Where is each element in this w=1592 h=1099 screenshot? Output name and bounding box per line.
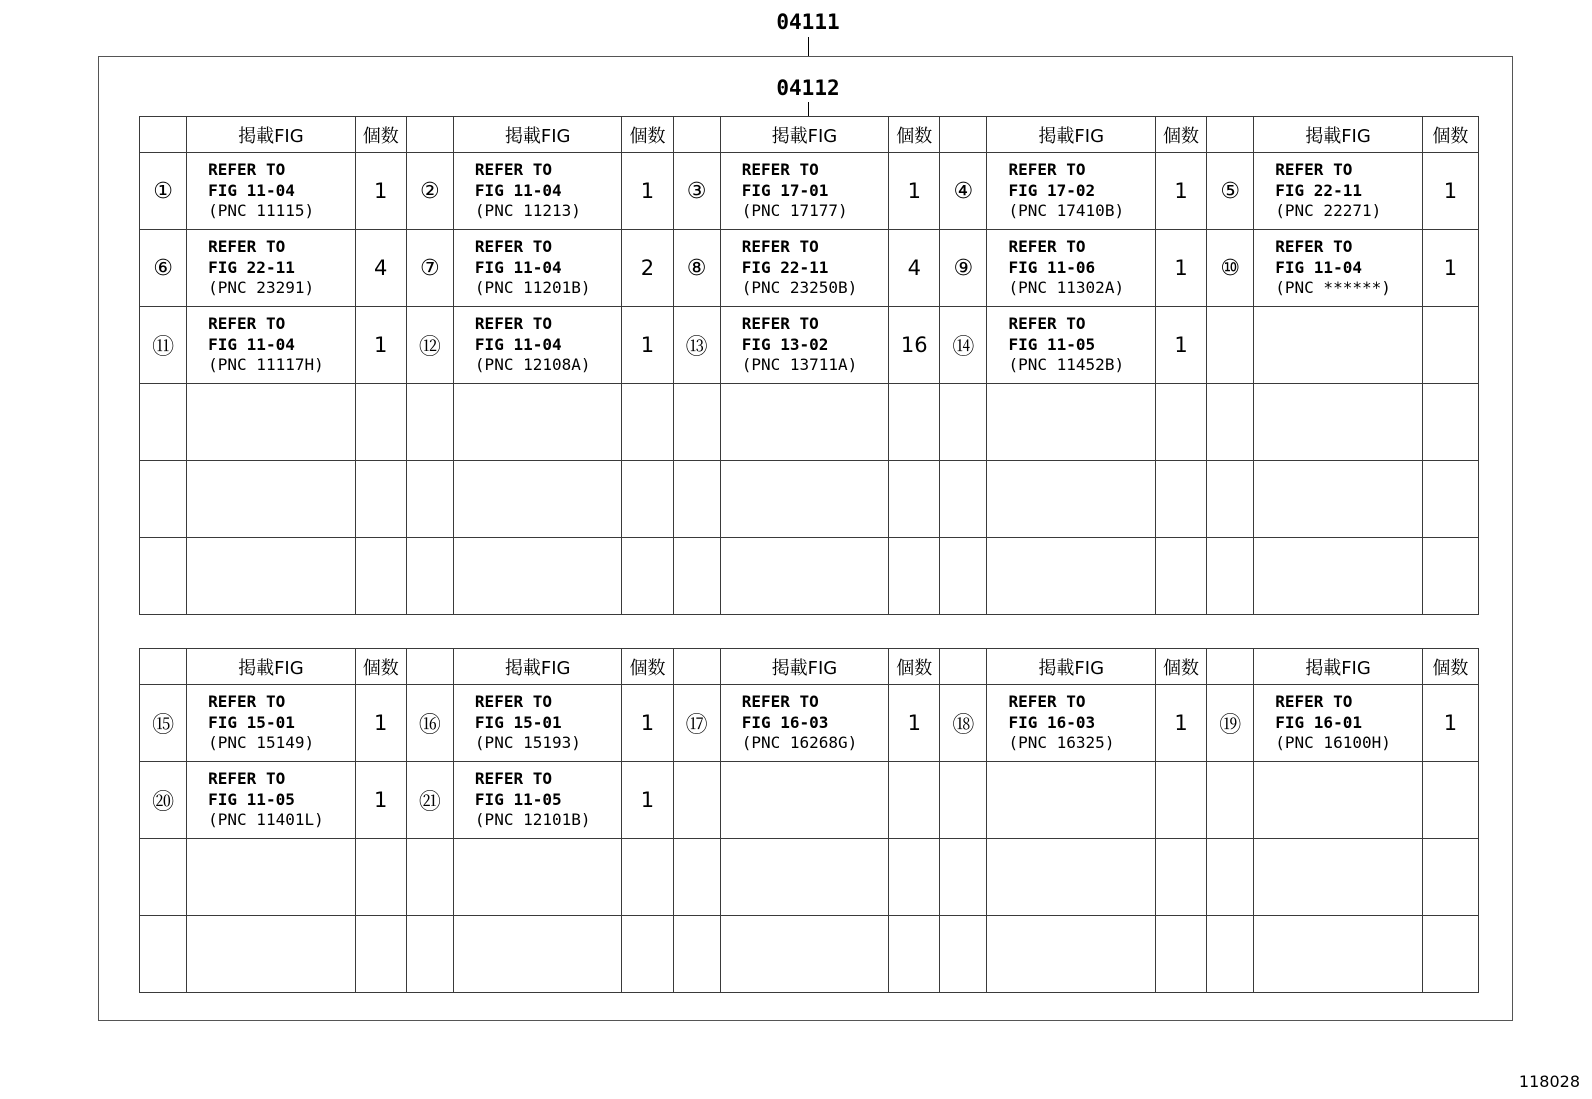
- ref-number-cell: [1207, 762, 1254, 839]
- table-row: [140, 230, 1479, 307]
- quantity-cell: [889, 762, 940, 839]
- header-qty-cell: 個数: [1422, 117, 1478, 153]
- fig-reference-cell: [987, 916, 1156, 993]
- refer-to-text: REFER TO: [208, 769, 286, 789]
- header-qty-cell: 個数: [355, 117, 406, 153]
- quantity-cell: 1: [355, 685, 406, 762]
- refer-to-text: REFER TO: [208, 314, 286, 334]
- quantity-cell: 2: [622, 230, 673, 307]
- pnc-text: (PNC 15149): [208, 733, 315, 753]
- header-fig-cell: 掲載FIG: [1254, 117, 1423, 153]
- quantity-cell: [1155, 461, 1206, 538]
- quantity-cell: 1: [1155, 230, 1206, 307]
- refer-to-text: REFER TO: [208, 237, 286, 257]
- pnc-text: (PNC 15193): [474, 733, 581, 753]
- ref-number-cell: [940, 839, 987, 916]
- fig-number-text: FIG 11-04: [1275, 257, 1362, 277]
- ref-number-cell: ⑧: [673, 230, 720, 307]
- fig-number-text: FIG 16-03: [741, 712, 829, 732]
- quantity-cell: [622, 538, 673, 615]
- quantity-cell: [622, 916, 673, 993]
- ref-number-cell: [406, 461, 453, 538]
- fig-reference-cell: [187, 153, 356, 230]
- fig-reference-cell: [720, 461, 889, 538]
- quantity-cell: [1422, 461, 1478, 538]
- fig-reference-cell: [987, 153, 1156, 230]
- quantity-cell: [1422, 839, 1478, 916]
- fig-reference-cell: [720, 685, 889, 762]
- ref-number-cell: ⑯: [406, 685, 453, 762]
- pnc-text: (PNC 17410B): [1008, 201, 1125, 221]
- fig-reference-cell: [1254, 839, 1423, 916]
- fig-reference-cell: [453, 307, 622, 384]
- quantity-cell: [1422, 307, 1478, 384]
- refer-to-text: REFER TO: [1275, 160, 1353, 180]
- refer-to-text: REFER TO: [474, 769, 552, 789]
- pnc-text: (PNC 16325): [1008, 733, 1115, 753]
- subassembly-leader-line: [808, 102, 809, 116]
- ref-number-cell: ⑳: [140, 762, 187, 839]
- quantity-cell: 1: [355, 153, 406, 230]
- ref-number-cell: ⑫: [406, 307, 453, 384]
- quantity-cell: [889, 839, 940, 916]
- header-qty-cell: 個数: [622, 649, 673, 685]
- quantity-cell: 1: [355, 762, 406, 839]
- ref-number-cell: ⑦: [406, 230, 453, 307]
- refer-to-text: REFER TO: [208, 692, 286, 712]
- quantity-cell: 1: [622, 153, 673, 230]
- pnc-text: (PNC 16268G): [741, 733, 858, 753]
- assembly-leader-line: [808, 37, 809, 56]
- fig-reference-cell: [187, 839, 356, 916]
- fig-reference-cell: [453, 839, 622, 916]
- ref-number-cell: [1207, 538, 1254, 615]
- header-fig-cell: 掲載FIG: [453, 117, 622, 153]
- refer-to-text: REFER TO: [1275, 237, 1353, 257]
- header-number-cell: [673, 649, 720, 685]
- fig-number-text: FIG 11-05: [208, 789, 295, 809]
- refer-to-text: REFER TO: [474, 314, 552, 334]
- fig-reference-cell: [987, 538, 1156, 615]
- ref-number-cell: [140, 916, 187, 993]
- quantity-cell: [889, 461, 940, 538]
- fig-reference-cell: [1254, 538, 1423, 615]
- quantity-cell: [622, 384, 673, 461]
- header-number-cell: [1207, 117, 1254, 153]
- ref-number-cell: ④: [940, 153, 987, 230]
- header-qty-cell: 個数: [1155, 117, 1206, 153]
- fig-reference-cell: [1254, 384, 1423, 461]
- header-fig-cell: 掲載FIG: [187, 117, 356, 153]
- quantity-cell: [355, 839, 406, 916]
- quantity-cell: [355, 916, 406, 993]
- fig-number-text: FIG 17-01: [741, 180, 829, 200]
- header-qty-cell: 個数: [889, 649, 940, 685]
- ref-number-cell: ⑬: [673, 307, 720, 384]
- quantity-cell: 1: [1155, 685, 1206, 762]
- quantity-cell: [1155, 384, 1206, 461]
- quantity-cell: [889, 538, 940, 615]
- quantity-cell: [1422, 762, 1478, 839]
- header-number-cell: [406, 117, 453, 153]
- fig-reference-cell: [720, 153, 889, 230]
- fig-reference-cell: [453, 461, 622, 538]
- ref-number-cell: [940, 384, 987, 461]
- header-fig-cell: 掲載FIG: [1254, 649, 1423, 685]
- ref-number-cell: ⑱: [940, 685, 987, 762]
- quantity-cell: [355, 538, 406, 615]
- refer-to-text: REFER TO: [741, 692, 819, 712]
- pnc-text: (PNC 11201B): [474, 278, 591, 298]
- fig-number-text: FIG 11-04: [208, 334, 295, 354]
- fig-reference-cell: [987, 762, 1156, 839]
- fig-reference-cell: [987, 839, 1156, 916]
- refer-to-text: REFER TO: [474, 160, 552, 180]
- fig-number-text: FIG 15-01: [474, 712, 562, 732]
- ref-number-cell: ⑲: [1207, 685, 1254, 762]
- ref-number-cell: [1207, 384, 1254, 461]
- ref-number-cell: ⑮: [140, 685, 187, 762]
- header-qty-cell: 個数: [622, 117, 673, 153]
- fig-reference-cell: [453, 916, 622, 993]
- header-fig-cell: 掲載FIG: [187, 649, 356, 685]
- refer-to-text: REFER TO: [1008, 160, 1086, 180]
- header-qty-cell: 個数: [1155, 649, 1206, 685]
- fig-number-text: FIG 22-11: [741, 257, 829, 277]
- ref-number-cell: [673, 384, 720, 461]
- quantity-cell: 1: [1155, 153, 1206, 230]
- refer-to-text: REFER TO: [741, 314, 819, 334]
- ref-number-cell: [673, 916, 720, 993]
- fig-reference-cell: [453, 762, 622, 839]
- fig-reference-cell: [987, 685, 1156, 762]
- fig-number-text: FIG 22-11: [1275, 180, 1362, 200]
- pnc-text: (PNC 17177): [741, 201, 848, 221]
- refer-to-text: REFER TO: [741, 160, 819, 180]
- quantity-cell: 1: [1422, 153, 1478, 230]
- fig-reference-cell: [1254, 461, 1423, 538]
- fig-number-text: FIG 11-05: [1008, 334, 1096, 354]
- fig-number-text: FIG 11-04: [474, 257, 562, 277]
- header-number-cell: [1207, 649, 1254, 685]
- pnc-text: (PNC 16100H): [1275, 733, 1391, 753]
- table-row: [140, 762, 1479, 839]
- fig-number-text: FIG 11-04: [208, 180, 295, 200]
- ref-number-cell: [406, 916, 453, 993]
- pnc-text: (PNC 12101B): [474, 810, 591, 830]
- ref-number-cell: [140, 839, 187, 916]
- fig-number-text: FIG 11-04: [474, 334, 562, 354]
- fig-number-text: FIG 11-05: [474, 789, 562, 809]
- refer-to-text: REFER TO: [1008, 314, 1086, 334]
- fig-reference-cell: [987, 230, 1156, 307]
- table-row: [140, 839, 1479, 916]
- header-fig-cell: 掲載FIG: [987, 117, 1156, 153]
- quantity-cell: 1: [889, 685, 940, 762]
- header-number-cell: [940, 117, 987, 153]
- fig-reference-cell: [720, 230, 889, 307]
- fig-reference-cell: [453, 153, 622, 230]
- quantity-cell: 1: [1422, 230, 1478, 307]
- ref-number-cell: ⑰: [673, 685, 720, 762]
- table-row: [140, 916, 1479, 993]
- quantity-cell: [1155, 839, 1206, 916]
- table-row: [140, 307, 1479, 384]
- fig-reference-cell: [720, 384, 889, 461]
- fig-reference-cell: [187, 685, 356, 762]
- quantity-cell: 1: [622, 685, 673, 762]
- table-row: [140, 384, 1479, 461]
- header-fig-cell: 掲載FIG: [720, 117, 889, 153]
- quantity-cell: 1: [1422, 685, 1478, 762]
- quantity-cell: [622, 839, 673, 916]
- figure-number: 118028: [1518, 1072, 1580, 1091]
- ref-number-cell: [940, 762, 987, 839]
- ref-number-cell: ⑭: [940, 307, 987, 384]
- fig-reference-cell: [187, 538, 356, 615]
- pnc-text: (PNC 13711A): [741, 355, 858, 375]
- quantity-cell: [1155, 916, 1206, 993]
- fig-number-text: FIG 16-01: [1275, 712, 1362, 732]
- refer-to-text: REFER TO: [1275, 692, 1353, 712]
- ref-number-cell: [1207, 307, 1254, 384]
- ref-number-cell: ㉑: [406, 762, 453, 839]
- quantity-cell: [1422, 538, 1478, 615]
- fig-reference-cell: [1254, 307, 1423, 384]
- quantity-cell: [622, 461, 673, 538]
- table-row: [140, 538, 1479, 615]
- ref-number-cell: [406, 384, 453, 461]
- table-header-row: [140, 117, 1479, 153]
- ref-number-cell: [140, 384, 187, 461]
- ref-number-cell: [406, 839, 453, 916]
- fig-reference-cell: [187, 230, 356, 307]
- header-qty-cell: 個数: [889, 117, 940, 153]
- ref-number-cell: ⑥: [140, 230, 187, 307]
- table-row: [140, 461, 1479, 538]
- fig-reference-cell: [987, 307, 1156, 384]
- quantity-cell: [1422, 384, 1478, 461]
- fig-number-text: FIG 15-01: [208, 712, 295, 732]
- refer-to-text: REFER TO: [1008, 692, 1086, 712]
- quantity-cell: 1: [622, 762, 673, 839]
- pnc-text: (PNC 11452B): [1008, 355, 1125, 375]
- refer-to-text: REFER TO: [474, 237, 552, 257]
- pnc-text: (PNC 23291): [208, 278, 315, 298]
- fig-reference-cell: [720, 916, 889, 993]
- ref-number-cell: ⑪: [140, 307, 187, 384]
- fig-reference-cell: [187, 916, 356, 993]
- header-qty-cell: 個数: [355, 649, 406, 685]
- fig-reference-cell: [187, 384, 356, 461]
- quantity-cell: [1155, 538, 1206, 615]
- quantity-cell: [1422, 916, 1478, 993]
- ref-number-cell: ③: [673, 153, 720, 230]
- header-number-cell: [673, 117, 720, 153]
- ref-number-cell: ①: [140, 153, 187, 230]
- fig-reference-cell: [187, 762, 356, 839]
- fig-reference-cell: [187, 461, 356, 538]
- ref-number-cell: [1207, 461, 1254, 538]
- ref-number-cell: [940, 538, 987, 615]
- ref-number-cell: [140, 538, 187, 615]
- assembly-code-label: 04111: [776, 10, 840, 34]
- ref-number-cell: ⑩: [1207, 230, 1254, 307]
- ref-number-cell: [406, 538, 453, 615]
- fig-reference-cell: [987, 461, 1156, 538]
- quantity-cell: 4: [889, 230, 940, 307]
- pnc-text: (PNC 11117H): [208, 355, 324, 375]
- header-number-cell: [140, 117, 187, 153]
- table-row: [140, 153, 1479, 230]
- quantity-cell: 4: [355, 230, 406, 307]
- fig-reference-cell: [987, 384, 1156, 461]
- quantity-cell: [355, 461, 406, 538]
- pnc-text: (PNC 11401L): [208, 810, 324, 830]
- quantity-cell: 16: [889, 307, 940, 384]
- reference-table-lower: [139, 648, 1479, 993]
- header-qty-cell: 個数: [1422, 649, 1478, 685]
- header-fig-cell: 掲載FIG: [720, 649, 889, 685]
- fig-reference-cell: [720, 307, 889, 384]
- ref-number-cell: ②: [406, 153, 453, 230]
- fig-number-text: FIG 11-06: [1008, 257, 1096, 277]
- pnc-text: (PNC 12108A): [474, 355, 591, 375]
- fig-reference-cell: [1254, 153, 1423, 230]
- fig-reference-cell: [1254, 230, 1423, 307]
- fig-reference-cell: [720, 538, 889, 615]
- quantity-cell: 1: [355, 307, 406, 384]
- table-header-row: [140, 649, 1479, 685]
- header-number-cell: [140, 649, 187, 685]
- fig-reference-cell: [453, 538, 622, 615]
- ref-number-cell: ⑨: [940, 230, 987, 307]
- fig-reference-cell: [1254, 916, 1423, 993]
- pnc-text: (PNC 11115): [208, 201, 315, 221]
- fig-reference-cell: [1254, 685, 1423, 762]
- ref-number-cell: ⑤: [1207, 153, 1254, 230]
- fig-reference-cell: [720, 839, 889, 916]
- ref-number-cell: [673, 762, 720, 839]
- ref-number-cell: [940, 461, 987, 538]
- pnc-text: (PNC 23250B): [741, 278, 858, 298]
- pnc-text: (PNC 11302A): [1008, 278, 1125, 298]
- header-fig-cell: 掲載FIG: [453, 649, 622, 685]
- refer-to-text: REFER TO: [474, 692, 552, 712]
- reference-table-upper: [139, 116, 1479, 615]
- quantity-cell: [889, 384, 940, 461]
- quantity-cell: 1: [1155, 307, 1206, 384]
- quantity-cell: [355, 384, 406, 461]
- fig-number-text: FIG 13-02: [741, 334, 829, 354]
- ref-number-cell: [1207, 839, 1254, 916]
- header-number-cell: [940, 649, 987, 685]
- fig-number-text: FIG 11-04: [474, 180, 562, 200]
- fig-reference-cell: [453, 384, 622, 461]
- refer-to-text: REFER TO: [741, 237, 819, 257]
- fig-number-text: FIG 22-11: [208, 257, 295, 277]
- fig-reference-cell: [187, 307, 356, 384]
- pnc-text: (PNC 22271): [1275, 201, 1382, 221]
- quantity-cell: [889, 916, 940, 993]
- refer-to-text: REFER TO: [1008, 237, 1086, 257]
- quantity-cell: [1155, 762, 1206, 839]
- quantity-cell: 1: [622, 307, 673, 384]
- header-fig-cell: 掲載FIG: [987, 649, 1156, 685]
- quantity-cell: 1: [889, 153, 940, 230]
- fig-number-text: FIG 17-02: [1008, 180, 1096, 200]
- ref-number-cell: [940, 916, 987, 993]
- table-row: [140, 685, 1479, 762]
- header-number-cell: [406, 649, 453, 685]
- ref-number-cell: [673, 461, 720, 538]
- fig-reference-cell: [720, 762, 889, 839]
- ref-number-cell: [673, 839, 720, 916]
- subassembly-code-label: 04112: [776, 76, 840, 100]
- pnc-text: (PNC ******): [1275, 278, 1391, 298]
- fig-number-text: FIG 16-03: [1008, 712, 1096, 732]
- pnc-text: (PNC 11213): [474, 201, 581, 221]
- ref-number-cell: [673, 538, 720, 615]
- fig-reference-cell: [1254, 762, 1423, 839]
- ref-number-cell: [1207, 916, 1254, 993]
- refer-to-text: REFER TO: [208, 160, 286, 180]
- ref-number-cell: [140, 461, 187, 538]
- fig-reference-cell: [453, 230, 622, 307]
- fig-reference-cell: [453, 685, 622, 762]
